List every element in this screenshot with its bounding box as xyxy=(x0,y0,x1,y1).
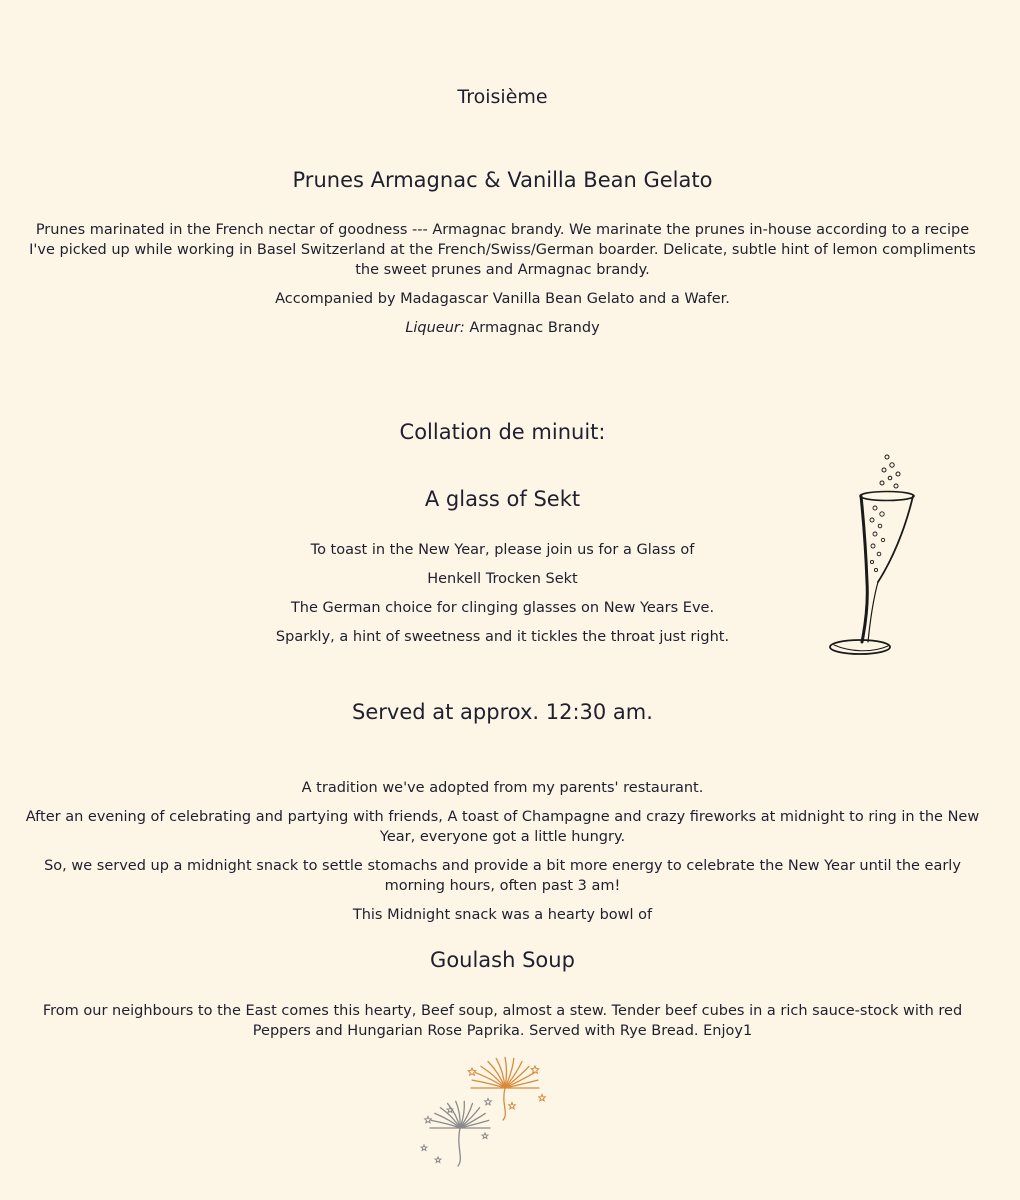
liqueur-label: Liqueur: xyxy=(405,320,465,336)
dish-description: Prunes marinated in the French nectar of goodness --- Armagnac brandy. We marinate the prunes in-house according to a recipe I've picked up while working in Basel Switzerland at the French/Swiss/German boarder. Delicate, subtle hint of lemon compliments the sweet prunes and Armagnac brandy. xyxy=(29,222,976,278)
drink-title: A glass of Sekt xyxy=(424,487,581,511)
course-heading: Troisième xyxy=(457,86,548,108)
dish-accompaniment: Accompanied by Madagascar Vanilla Bean Gelato and a Wafer. xyxy=(275,291,730,307)
served-time: Served at approx. 12:30 am. xyxy=(352,700,653,724)
dish-title: Prunes Armagnac & Vanilla Bean Gelato xyxy=(292,168,713,192)
drink-line: Henkell Trocken Sekt xyxy=(427,571,578,587)
soup-description: From our neighbours to the East comes this hearty, Beef soup, almost a stew. Tender beef cubes in a rich sauce-stock with red Peppers and Hungarian Rose Paprika. Served with Rye Bread. Enjoy1 xyxy=(42,1003,963,1039)
midnight-heading: Collation de minuit: xyxy=(399,420,606,444)
drink-line: To toast in the New Year, please join us for a Glass of xyxy=(310,542,695,558)
champagne-glass-icon xyxy=(820,450,925,665)
tradition-line: This Midnight snack was a hearty bowl of xyxy=(352,907,653,923)
tradition-line: After an evening of celebrating and partying with friends, A toast of Champagne and crazy fireworks at midnight to ring in the New Year, everyone got a little hungry. xyxy=(25,809,980,845)
liqueur-line xyxy=(25,318,980,338)
drink-line: The German choice for clinging glasses on New Years Eve. xyxy=(290,600,715,616)
drink-line: Sparkly, a hint of sweetness and it tickles the throat just right. xyxy=(275,629,730,645)
liqueur-value: Armagnac Brandy xyxy=(469,320,600,336)
soup-title: Goulash Soup xyxy=(430,948,575,972)
tradition-line: So, we served up a midnight snack to settle stomachs and provide a bit more energy to celebrate the New Year until the early morning hours, often past 3 am! xyxy=(44,858,961,894)
fireworks-icon xyxy=(410,1050,560,1175)
tradition-line: A tradition we've adopted from my parents' restaurant. xyxy=(301,780,704,796)
